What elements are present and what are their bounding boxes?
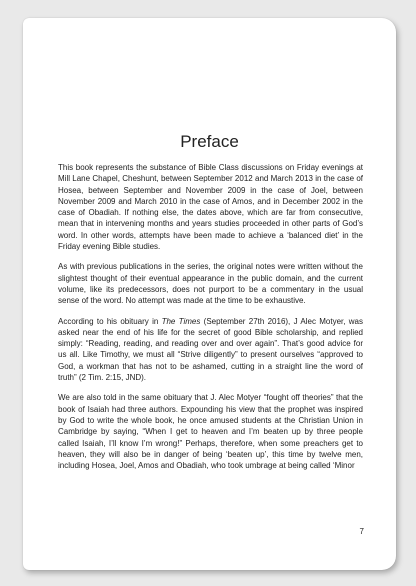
paragraph-1: This book represents the substance of Bible Class discussions on Friday evenings at Mill Lane Chapel, Cheshunt, between September 2012 and March 2013 in the case of Hosea, between September and November 2009 in the case of Joel, between November 2009 and March 2010 in the case of Amos, and in December 2002 in the case of Obadiah. If nothing else, the dates above, which are far from consecutive, mean that in intervening months and years studies proceeded in other parts of God’s word. In other words, attempts have been made to achieve a ‘balanced diet’ in the Friday evening Bible studies. (58, 163, 363, 252)
paragraph-2: As with previous publications in the series, the original notes were written without the slightest thought of their eventual appearance in the public domain, and the current volume, like its predecessors, does not purport to be a commentary in the usual sense of the word. No attempt was made at the time to be exhaustive. (58, 262, 363, 306)
paragraph-3-pre: According to his obituary in (58, 316, 162, 326)
book-page (23, 18, 396, 570)
page-number: 7 (359, 527, 364, 536)
paragraph-3 (58, 316, 363, 384)
newspaper-title: The Times (161, 316, 201, 326)
preface-body (58, 162, 363, 480)
paragraph-4: We are also told in the same obituary that J. Alec Motyer “fought off theories” that the book of Isaiah had three authors. Expounding his view that the prophet was inspired by God to write the whole book, he once amused students at the Christian Union in Cambridge by saying, “When I get to heaven and I’m beaten up by three people called Isaiah, I’ll know I’m wrong!” Perhaps, therefore, when some preachers get to heaven, they will also be in danger of being ‘beaten up’, this time by twelve men, including Hosea, Joel, Amos and Obadiah, who took umbrage at being called ‘Minor (58, 393, 363, 471)
paragraph-3-post: (September 27th 2016), J Alec Motyer, was asked near the end of his life for the secret of good Bible scholarship, and replied simply: “Reading, reading, and reading over and over again”. That’s good advice for us all. Like Timothy, we must all “Strive diligently” to present ourselves “approved to God, a workman that has not to be ashamed, cutting in a straight line the word of truth” (2 Tim. 2:15, JND). (58, 316, 363, 383)
page-title: Preface (180, 132, 239, 151)
